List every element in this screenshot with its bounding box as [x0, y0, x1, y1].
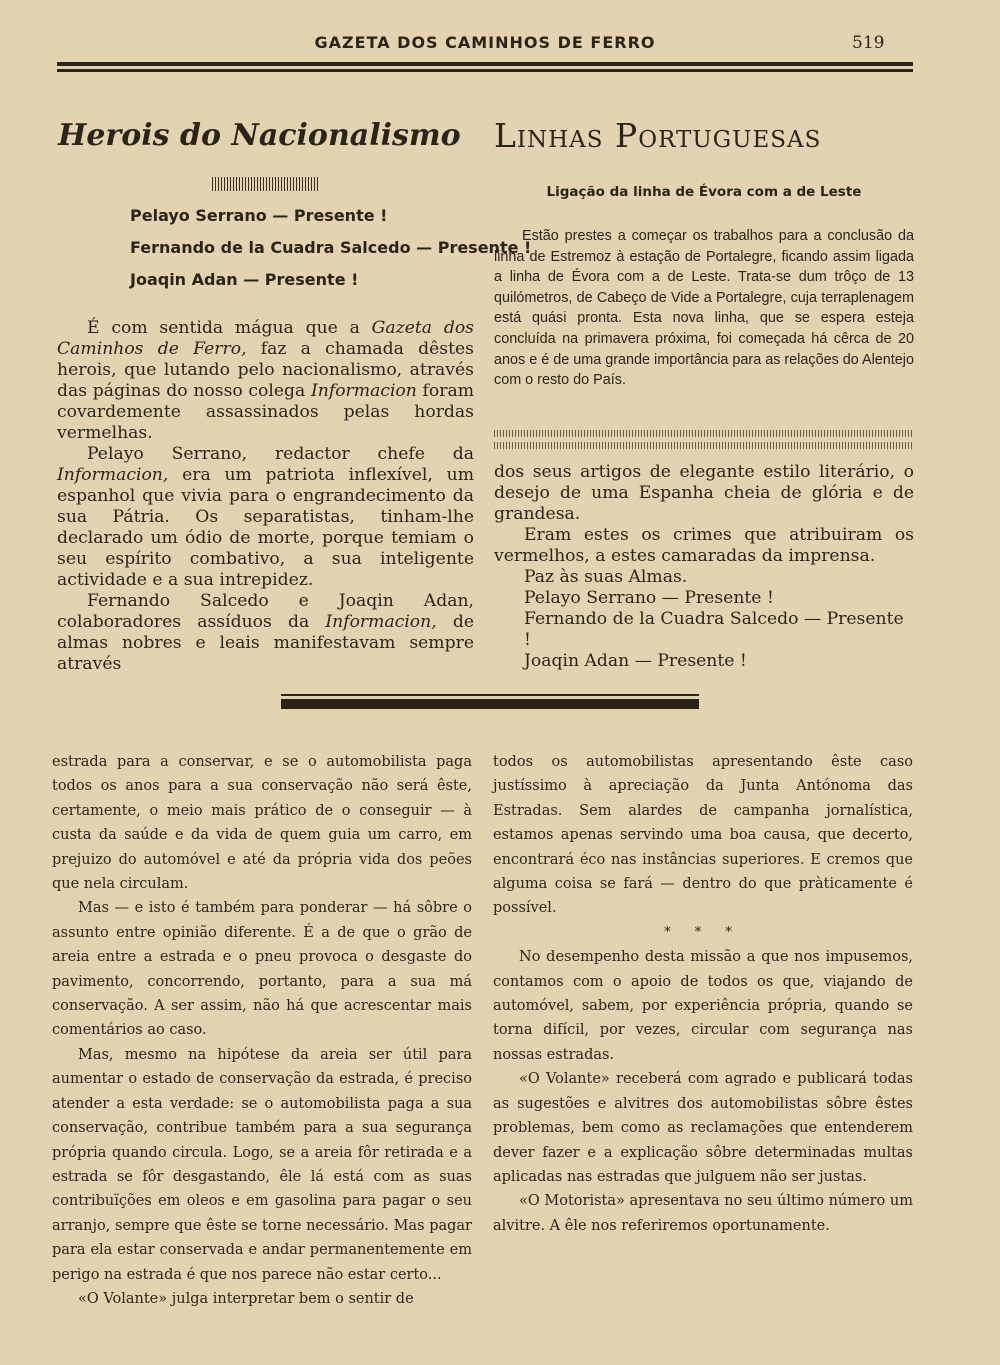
- running-title: GAZETA DOS CAMINHOS DE FERRO: [314, 33, 656, 52]
- heroes-continuation: [494, 462, 914, 672]
- heroes-paragraph: Pelayo Serrano, redactor chefe da Informacion, era um patriota inflexível, um espanhol que vivia para o engrandecimento da sua Pátria. Os separatistas, tinham-lhe declarado um ódio de morte, porque temiam o seu espírito combativo, a sua inteligente actividade e a sua intrepidez.: [57, 444, 474, 590]
- volante-paragraph: «O Motorista» apresentava no seu último número um alvitre. A êle nos referiremos oportunamente.: [493, 1193, 913, 1234]
- volante-paragraph: Mas — e isto é também para ponderar — há sôbre o assunto entre opinião diferente. É a de que o grão de areia entre a estrada e o pneu provoca o desgaste do pavimento, concorrendo, portanto, para a sua má conservação. A ser assim, não há que acrescentar mais comentários ao caso.: [52, 900, 472, 1039]
- roll-call-item: Joaqin Adan — Presente !: [130, 270, 359, 289]
- volante-paragraph: estrada para a conservar, e se o automobilista paga todos os anos para a sua conservação não será êste, certamente, o meio mais prático de o conseguir — à custa da saúde e da vida de quem guia um carro, em prejuizo do automóvel e até da própria vida dos peões que nela circulam.: [52, 754, 472, 893]
- signoff-item: Pelayo Serrano — Presente !: [524, 588, 774, 608]
- linhas-paragraph: Estão prestes a começar os trabalhos para a conclusão da linha de Estremoz à estação de Portalegre, ficando assim ligada a linha de Évora com a de Leste. Trata-se dum trôço de 13 quilómetros, de Cabeço de Vide a Portalegre, cuja terraplenagem está quási pronta. Esta nova linha, que se espera esteja concluída na primavera próxima, foi começada há cêrca de 20 anos e é de uma grande importância para as relações do Alentejo com o resto do País.: [494, 228, 914, 389]
- roll-call-item: Fernando de la Cuadra Salcedo — Presente !: [130, 238, 532, 257]
- volante-paragraph: No desempenho desta missão a que nos impusemos, contamos com o apoio de todos os que, viajando de automóvel, sabem, por experiência própria, quando se torna difícil, por vezes, circular com segurança nas nossas estradas.: [493, 949, 913, 1063]
- volante-paragraph: «O Volante» julga interpretar bem o sentir de: [78, 1290, 414, 1307]
- section-rule-thin: [281, 694, 699, 696]
- title-ornament: [212, 177, 318, 191]
- section-divider: [494, 442, 914, 449]
- section-rule: [281, 699, 699, 709]
- heroes-paragraph: dos seus artigos de elegante estilo literário, o desejo de uma Espanha cheia de glória e de grandesa.: [494, 462, 914, 524]
- volante-paragraph: Mas, mesmo na hipótese da areia ser útil para aumentar o estado de conservação da estrada, é preciso atender a esta verdade: se o automobilista paga a sua conservação, contribue também para a sua segurança própria quando circula. Logo, se a areia fôr retirada e a estrada se fôr desgastando, êle lá está com as suas contribuïções em oleos e em gasolina para pagar o seu arranjo, sempre que êste se torne necessário. Mas pagar para ela estar conservada e andar permanentemente em perigo na estrada é que nos parece não estar certo...: [52, 1046, 472, 1283]
- heroes-body: [57, 318, 474, 675]
- heroes-paragraph: Paz às suas Almas.: [524, 567, 688, 587]
- section-divider: [494, 430, 914, 437]
- signoff-item: Joaqin Adan — Presente !: [524, 651, 747, 671]
- heroes-paragraph: É com sentida mágua que a Gazeta dos Caminhos de Ferro, faz a chamada dêstes herois, que lutando pelo nacionalismo, através das páginas do nosso colega Informacion foram covardemente assassinados pelas hordas vermelhas.: [57, 318, 475, 443]
- page-number: 519: [852, 33, 885, 53]
- volante-left-column: [52, 750, 472, 1311]
- asterism: * * *: [664, 924, 742, 940]
- heroes-title: Herois do Nacionalismo: [58, 118, 461, 153]
- volante-paragraph: todos os automobilistas apresentando êste caso justíssimo à apreciação da Junta Antónoma das Estradas. Sem alardes de campanha jornalística, estamos apenas servindo uma boa causa, que decerto, encontrará éco nas instâncias superiores. E cremos que alguma coisa se fará — dentro do que pràticamente é possível.: [493, 754, 913, 917]
- linhas-subtitle: Ligação da linha de Évora com a de Leste: [546, 184, 862, 200]
- signoff-item: Fernando de la Cuadra Salcedo — Presente !: [524, 609, 904, 650]
- linhas-body: [494, 226, 914, 391]
- heroes-paragraph: Eram estes os crimes que atribuiram os vermelhos, a estes camaradas da imprensa.: [494, 525, 914, 566]
- roll-call-item: Pelayo Serrano — Presente !: [130, 206, 388, 225]
- heroes-paragraph: Fernando Salcedo e Joaqin Adan, colaboradores assíduos da Informacion, de almas nobres e leais manifestavam sempre através: [57, 591, 475, 674]
- header-rule-bottom: [57, 69, 913, 72]
- volante-right-column: [493, 750, 913, 1238]
- volante-paragraph: «O Volante» receberá com agrado e publicará todas as sugestões e alvitres dos automobilistas sôbre êstes problemas, bem como as reclamações que entenderem dever fazer e a explicação sôbre determinadas multas aplicadas nas estradas que julguem não ser justas.: [493, 1071, 913, 1185]
- header-rule-top: [57, 62, 913, 66]
- linhas-title: Linhas Portuguesas: [494, 116, 822, 155]
